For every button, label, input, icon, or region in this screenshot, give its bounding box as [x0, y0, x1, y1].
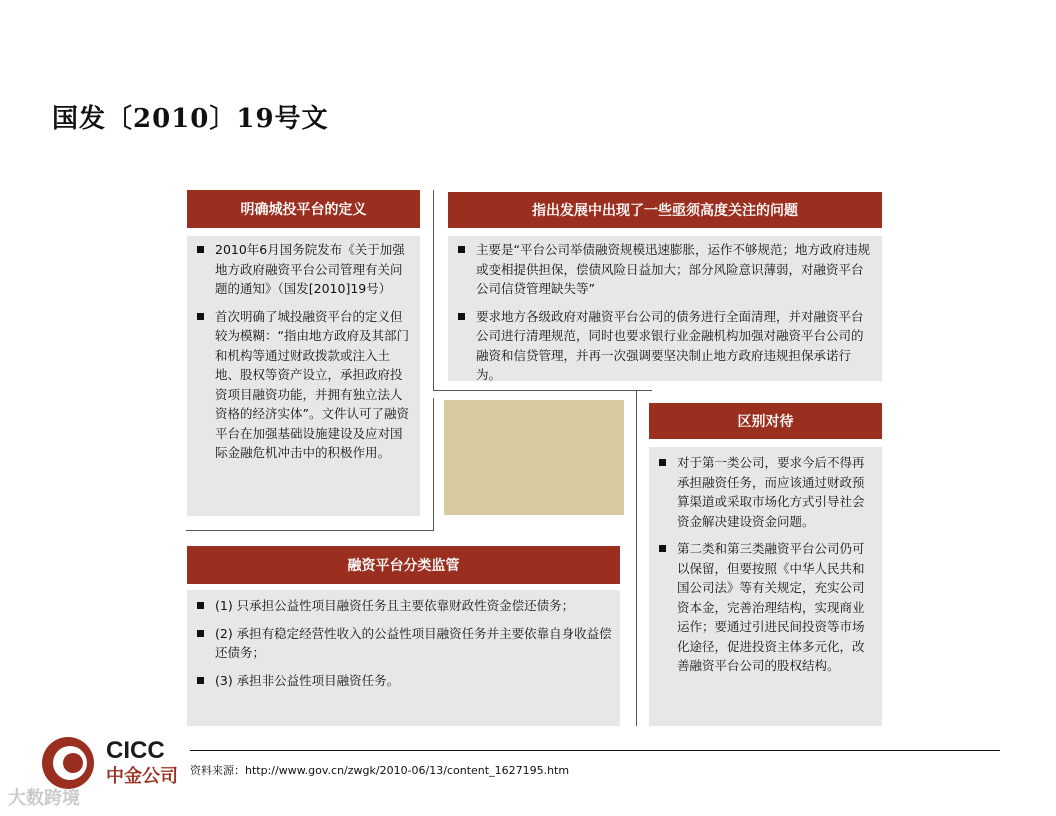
differ-bullet-1: 对于第一类公司，要求今后不得再承担融资任务，而应该通过财政预算渠道或采取市场化方式引导社会资金解决建设资金问题。 — [677, 455, 865, 529]
differ-header: 区别对待 — [649, 403, 882, 439]
problems-body — [448, 236, 882, 381]
bullet-square-icon — [458, 313, 465, 320]
list-item — [195, 671, 612, 691]
supervision-bullet-1: (1) 只承担公益性项目融资任务且主要依靠财政性资金偿还债务； — [215, 598, 575, 613]
page-title: 国发〔2010〕19号文 — [52, 104, 329, 134]
divider-horizontal-mid — [186, 530, 434, 531]
list-item — [195, 624, 612, 663]
source-note: 资料来源：http://www.gov.cn/zwgk/2010-06/13/content_1627195.htm — [190, 764, 570, 777]
logo-text-en: CICC — [106, 737, 165, 764]
supervision-bullet-2: (2) 承担有稳定经营性收入的公益性项目融资任务并主要依靠自身收益偿还债务； — [215, 625, 612, 660]
list-item — [195, 240, 412, 299]
divider-horizontal-top — [433, 390, 637, 391]
list-item — [456, 240, 874, 299]
bullet-square-icon — [659, 545, 666, 552]
list-item — [195, 307, 412, 463]
differ-body — [649, 447, 882, 726]
list-item — [195, 596, 612, 616]
problems-bullet-2: 要求地方各级政府对融资平台公司的债务进行全面清理，并对融资平台公司进行清理规范，同时也要求银行业金融机构加强对融资平台公司的融资和信贷管理，并再一次强调要坚决制止地方政府违规担保承诺行为。 — [476, 308, 864, 381]
definition-body — [187, 236, 420, 516]
center-placeholder-box — [444, 400, 624, 515]
problems-header: 指出发展中出现了一些亟须高度关注的问题 — [448, 192, 882, 228]
definition-header: 明确城投平台的定义 — [187, 190, 420, 228]
problems-bullet-1: 主要是“平台公司举债融资规模迅速膨胀，运作不够规范；地方政府违规或变相提供担保，偿债风险日益加大；部分风险意识薄弱，对融资平台公司信贷管理缺失等” — [476, 242, 870, 296]
supervision-body — [187, 590, 620, 726]
logo-text-cn: 中金公司 — [106, 766, 178, 787]
bullet-square-icon — [197, 246, 204, 253]
footer-divider — [190, 750, 1000, 751]
list-item — [657, 539, 874, 676]
bullet-square-icon — [197, 630, 204, 637]
bullet-square-icon — [197, 677, 204, 684]
divider-vertical-top — [433, 190, 434, 390]
list-item — [456, 307, 874, 382]
bullet-square-icon — [197, 602, 204, 609]
definition-bullet-1: 2010年6月国务院发布《关于加强地方政府融资平台公司管理有关问题的通知》（国发[2010]19号） — [215, 242, 405, 296]
definition-bullet-2: 首次明确了城投融资平台的定义但较为模糊：“指由地方政府及其部门和机构等通过财政拨款或注入土地、股权等资产设立，承担政府投资项目融资功能，并拥有独立法人资格的经济实体”。文件认可了融资平台在加强基础设施建设及应对国际金融危机冲击中的积极作用。 — [215, 308, 409, 460]
cicc-logo-icon — [40, 735, 96, 791]
divider-vertical-left-mid — [433, 398, 434, 530]
bullet-square-icon — [197, 313, 204, 320]
divider-horizontal-right — [636, 390, 652, 391]
watermark-text: 大数跨境 — [8, 788, 80, 809]
bullet-square-icon — [659, 459, 666, 466]
list-item — [657, 453, 874, 531]
divider-vertical-right — [636, 390, 637, 726]
differ-bullet-2: 第二类和第三类融资平台公司仍可以保留，但要按照《中华人民共和国公司法》等有关规定，充实公司资本金，完善治理结构，实现商业运作；要通过引进民间投资等市场化途径，促进投资主体多元化，改善融资平台公司的股权结构。 — [677, 541, 865, 673]
supervision-bullet-3: (3) 承担非公益性项目融资任务。 — [215, 672, 400, 688]
supervision-header: 融资平台分类监管 — [187, 546, 620, 584]
bullet-square-icon — [458, 246, 465, 253]
